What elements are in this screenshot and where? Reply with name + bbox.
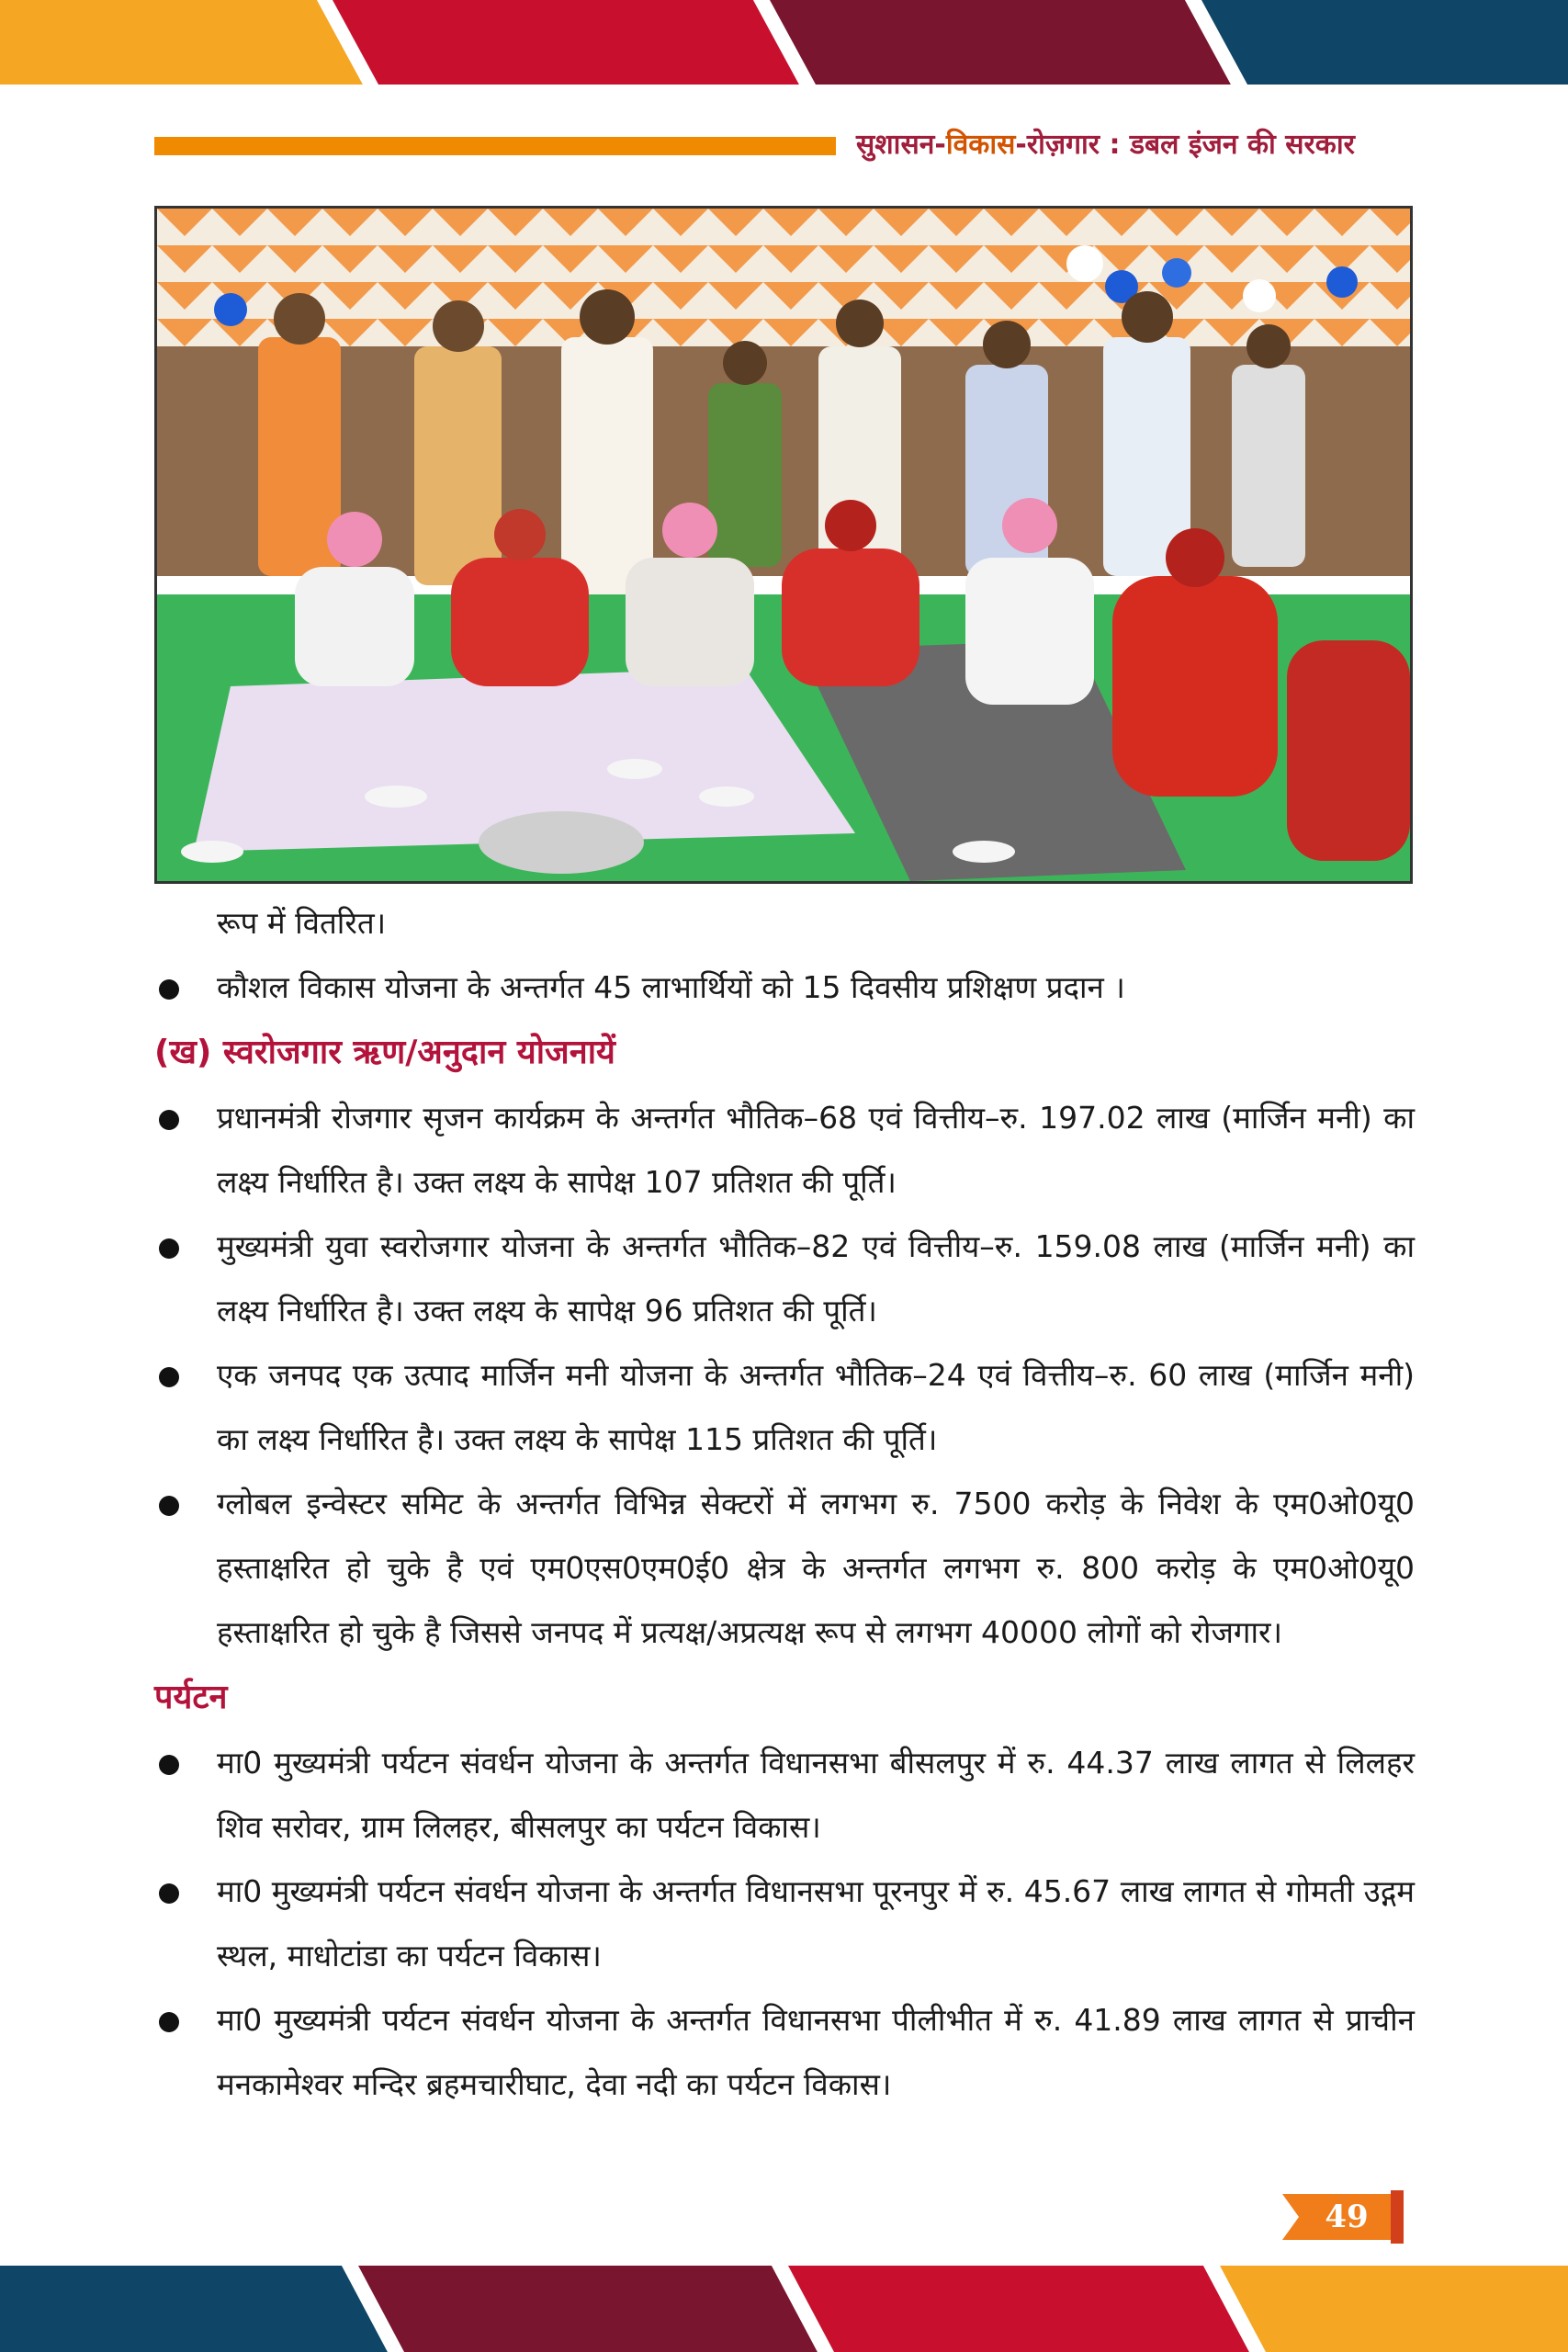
page-body — [154, 891, 1415, 2117]
header-title-part2: विकास — [945, 129, 1016, 161]
bullet-item — [154, 1860, 1415, 1988]
section-heading-kha: (ख) स्वरोजगार ऋण/अनुदान योजनायें — [154, 1034, 615, 1071]
bullet-text: मा0 मुख्यमंत्री पर्यटन संवर्धन योजना के अन्तर्गत विधानसभा बीसलपुर में रु. 44.37 लाख लागत से लिलहर शिव सरोवर, ग्राम लिलहर, बीसलपुर का पर्यटन विकास। — [217, 1745, 1415, 1845]
bullet-item — [154, 956, 1415, 1020]
bullet-icon — [159, 1110, 179, 1130]
page-number-tag — [1282, 2190, 1407, 2244]
bottom-decorative-band — [0, 2266, 1568, 2352]
bullet-item — [154, 1988, 1415, 2117]
bullet-item — [154, 1472, 1415, 1665]
page-number: 49 — [1325, 2199, 1369, 2235]
header-rule — [154, 137, 836, 155]
bullet-text: मा0 मुख्यमंत्री पर्यटन संवर्धन योजना के अन्तर्गत विधानसभा पीलीभीत में रु. 41.89 लाख लागत से प्राचीन मनकामेश्वर मन्दिर ब्रहमचारीघाट, देवा नदी का पर्यटन विकास। — [217, 2002, 1415, 2102]
bullet-item — [154, 1343, 1415, 1472]
header-title-part1: सुशासन- — [856, 129, 946, 161]
bullet-text: प्रधानमंत्री रोजगार सृजन कार्यक्रम के अन्तर्गत भौतिक–68 एवं वित्तीय–रु. 197.02 लाख (मार्जिन मनी) का लक्ष्य निर्धारित है। उक्त लक्ष्य के सापेक्ष 107 प्रतिशत की पूर्ति। — [217, 1100, 1415, 1200]
bullet-text: कौशल विकास योजना के अन्तर्गत 45 लाभार्थियों को 15 दिवसीय प्रशिक्षण प्रदान । — [217, 969, 1125, 1005]
running-header-title — [856, 123, 1416, 167]
bullet-icon — [159, 1238, 179, 1259]
bullet-icon — [159, 1496, 179, 1516]
bullet-icon — [159, 1883, 179, 1904]
continuation-text: रूप में वितरित। — [217, 905, 387, 941]
bullet-icon — [159, 1367, 179, 1387]
bullet-icon — [159, 979, 179, 1000]
bullet-item — [154, 1086, 1415, 1215]
bullet-icon — [159, 2012, 179, 2032]
bullet-text: मुख्यमंत्री युवा स्वरोजगार योजना के अन्तर्गत भौतिक–82 एवं वित्तीय–रु. 159.08 लाख (मार्जिन मनी) का लक्ष्य निर्धारित है। उक्त लक्ष्य के सापेक्ष 96 प्रतिशत की पूर्ति। — [217, 1228, 1415, 1329]
section-heading-tourism: पर्यटन — [154, 1679, 228, 1716]
bullet-text: ग्लोबल इन्वेस्टर समिट के अन्तर्गत विभिन्न सेक्टरों में लगभग रु. 7500 करोड़ के निवेश के एम0ओ0यू0 हस्ताक्षरित हो चुके है एवं एम0एस0एम0ई0 क्षेत्र के अन्तर्गत लगभग रु. 800 करोड़ के एम0ओ0यू0 हस्ताक्षरित हो चुके है जिससे जनपद में प्रत्यक्ष/अप्रत्यक्ष रूप से लगभग 40000 लोगों को रोजगार। — [217, 1486, 1415, 1650]
bullet-item — [154, 1731, 1415, 1860]
bullet-text: मा0 मुख्यमंत्री पर्यटन संवर्धन योजना के अन्तर्गत विधानसभा पूरनपुर में रु. 45.67 लाख लागत से गोमती उद्गम स्थल, माधोटांडा का पर्यटन विकास। — [217, 1873, 1415, 1973]
bullet-icon — [159, 1755, 179, 1775]
ceremony-photo — [154, 206, 1413, 884]
bullet-item — [154, 1215, 1415, 1343]
top-decorative-band — [0, 0, 1568, 85]
group-wedding-photo-icon — [157, 209, 1410, 881]
header-title-part3: -रोज़गार : डबल इंजन की सरकार — [1015, 129, 1355, 161]
bullet-text: एक जनपद एक उत्पाद मार्जिन मनी योजना के अन्तर्गत भौतिक–24 एवं वित्तीय–रु. 60 लाख (मार्जिन मनी) का लक्ष्य निर्धारित है। उक्त लक्ष्य के सापेक्ष 115 प्रतिशत की पूर्ति। — [217, 1357, 1415, 1457]
